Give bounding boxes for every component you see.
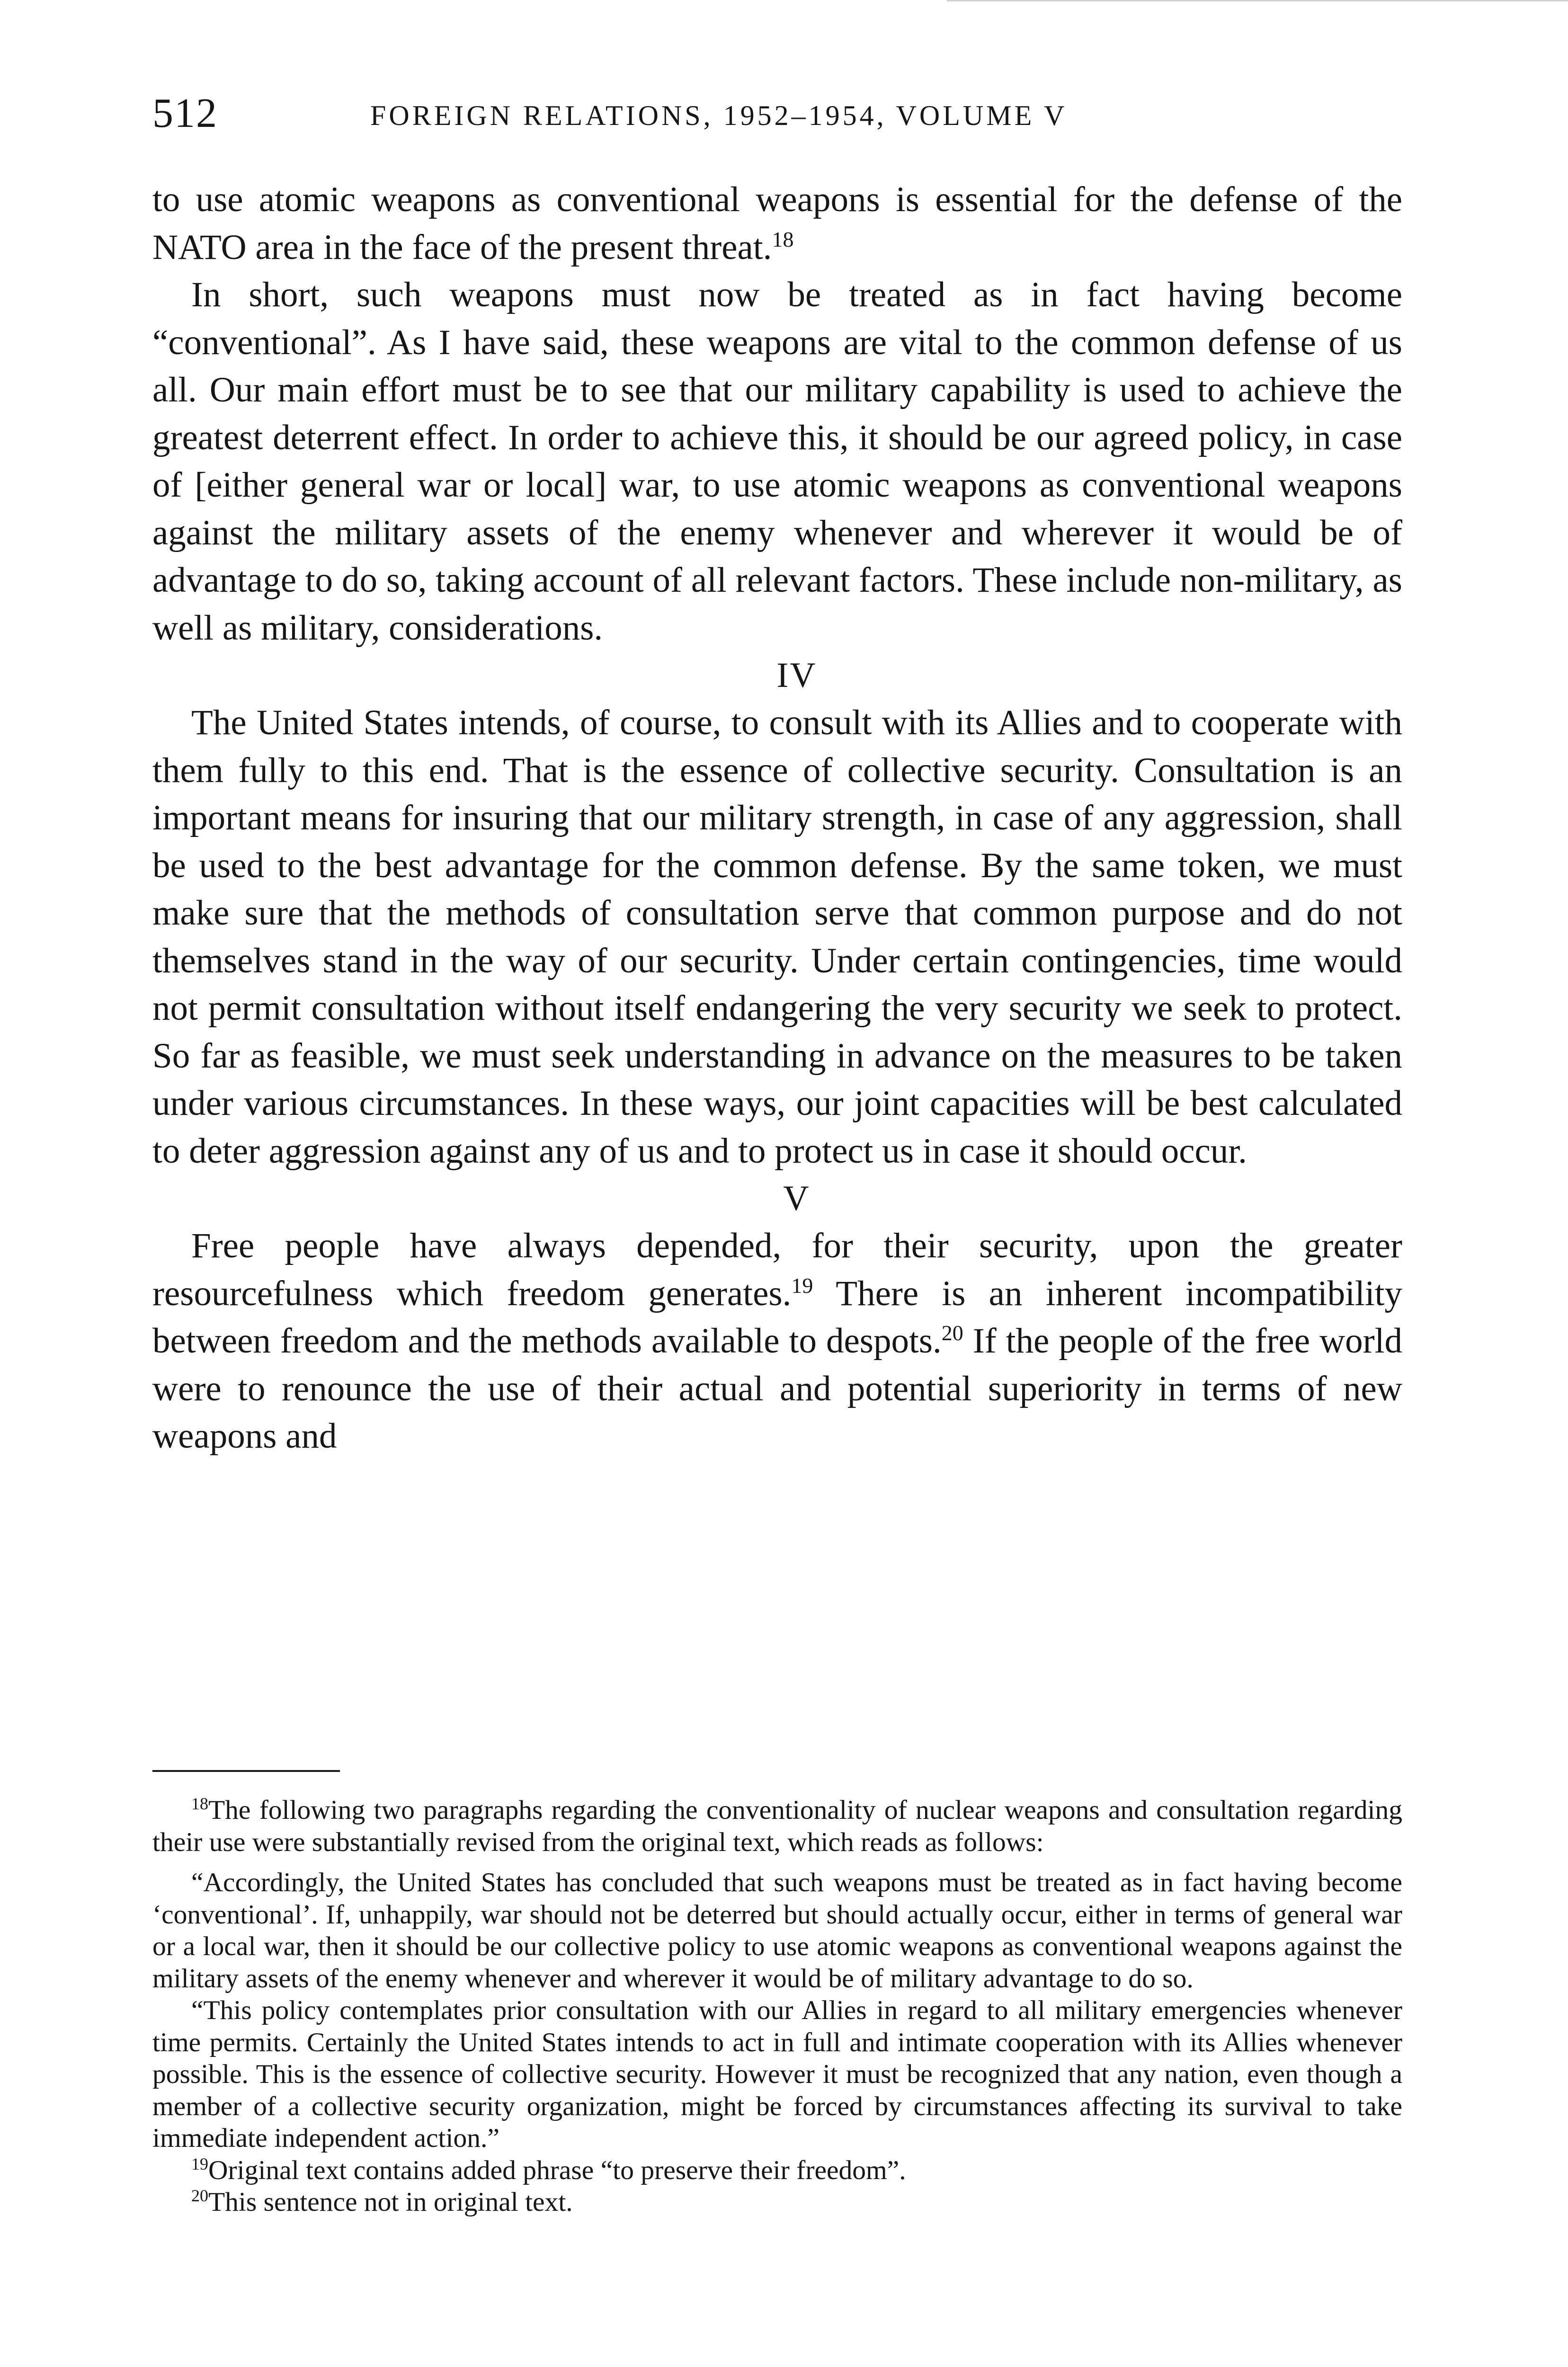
paragraph-1	[152, 176, 1402, 271]
body-text	[152, 176, 1402, 1460]
footnote-19	[152, 2154, 1402, 2187]
paragraph-4-part-b: There is an inherent incompatibility between freedom and the methods available to despots.	[152, 1273, 1402, 1361]
footnote-19-number: 19	[191, 2154, 208, 2173]
scan-edge-line	[947, 0, 1568, 1]
paragraph-4-part-a: Free people have always depended, for their security, upon the greater resourcefulness which freedom generates.	[152, 1226, 1402, 1313]
footnote-18-quote-2: “This policy contemplates prior consultation with our Allies in regard to all military emergencies whenever time permits. Certainly the United States intends to act in full and intimate cooperation with its Allies whenever possible. This is the essence of collective security. However it must be recognized that any nation, even though a member of a collective security organization, might be forced by circumstances affecting its survival to take immediate independent action.”	[152, 1995, 1402, 2153]
paragraph-3: The United States intends, of course, to consult with its Allies and to cooperate with them fully to this end. That is the essence of collective security. Consultation is an important means for insuring that our military strength, in case of any aggression, shall be used to the best advantage for the common defense. By the same token, we must make sure that the methods of consultation serve that common purpose and do not themselves stand in the way of our security. Under certain contingencies, time would not permit consultation without itself endangering the very security we seek to protect. So far as feasible, we must seek understanding in advance on the measures to be taken under various circumstances. In these ways, our joint capacities will be best calculated to deter aggression against any of us and to protect us in case it should occur.	[152, 703, 1402, 1171]
footnote-19-text: Original text contains added phrase “to preserve their freedom”.	[208, 2155, 906, 2185]
footnote-ref-19: 19	[791, 1273, 813, 1298]
paragraph-4	[152, 1222, 1402, 1460]
page-header	[152, 88, 1402, 140]
page-number: 512	[152, 90, 218, 136]
section-heading-iv: IV	[776, 656, 817, 695]
running-title: FOREIGN RELATIONS, 1952–1954, VOLUME V	[370, 100, 1068, 131]
footnote-18-number: 18	[191, 1794, 208, 1813]
footnote-20-number: 20	[191, 2186, 208, 2205]
footnote-18	[152, 1794, 1402, 1858]
footnote-ref-20: 20	[941, 1321, 963, 1345]
paragraph-4-part-c: If the people of the free world were to renounce the use of their actual and potential superiority in terms of new weapons and	[152, 1321, 1402, 1456]
footnote-18-quote-1: “Accordingly, the United States has concluded that such weapons must be treated as in fact having become ‘conventional’. If, unhappily, war should not be deterred but should actually occur, either in terms of general war or a local war, then it should be our collective policy to use atomic weapons as conventional weapons against the military assets of the enemy whenever and wherever it would be of military advantage to do so.	[152, 1868, 1402, 1993]
section-heading-v: V	[783, 1179, 811, 1218]
paragraph-1-text: to use atomic weapons as conventional weapons is essential for the defense of the NATO area in the face of the present threat.	[152, 180, 1402, 267]
footnote-divider	[152, 1770, 340, 1772]
footnote-18-text: The following two paragraphs regarding the conventionality of nuclear weapons and consultation regarding their use were substantially revised from the original text, which reads as follows:	[152, 1795, 1402, 1857]
paragraph-2: In short, such weapons must now be treated as in fact having become “conventional”. As I have said, these weapons are vital to the common defense of us all. Our main effort must be to see that our military capability is used to achieve the greatest deterrent effect. In order to achieve this, it should be our agreed policy, in case of [either general war or local] war, to use atomic weapons as conventional weapons against the military assets of the enemy whenever and wherever it would be of advantage to do so, taking account of all relevant factors. These include non-military, as well as military, considerations.	[152, 275, 1402, 648]
footnote-ref-18: 18	[772, 227, 794, 251]
footnotes	[152, 1794, 1402, 2218]
footnote-20-text: This sentence not in original text.	[208, 2187, 573, 2217]
footnote-20	[152, 2186, 1402, 2218]
